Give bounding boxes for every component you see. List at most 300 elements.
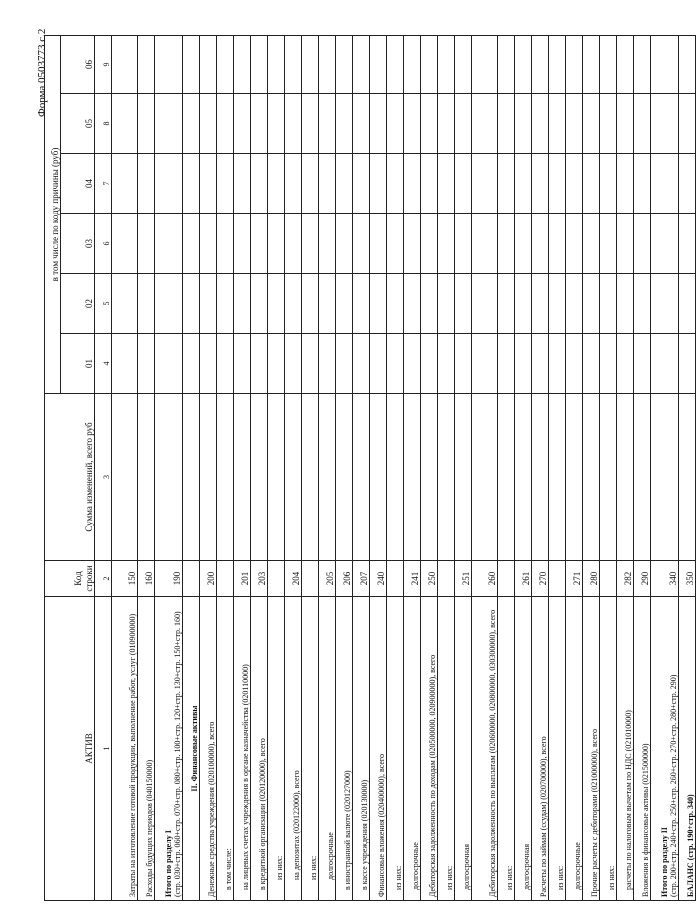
amount-total-cell: [353, 394, 370, 561]
amount-reason-cell: [234, 334, 251, 394]
amount-total-cell: [438, 394, 455, 561]
amount-reason-cell: [285, 35, 302, 93]
row-name-text: II. Финансовые активы: [189, 705, 199, 792]
amount-reason-cell: [234, 274, 251, 334]
amount-total-cell: [600, 394, 617, 561]
table-row: [112, 35, 138, 900]
amount-reason-cell: [112, 35, 138, 93]
amount-reason-cell: [234, 35, 251, 93]
amount-reason-cell: [353, 274, 370, 334]
table-row: [532, 35, 549, 900]
amount-reason-cell: [183, 334, 200, 394]
amount-reason-cell: [421, 274, 438, 334]
table-row: [336, 35, 353, 900]
amount-reason-cell: [200, 334, 217, 394]
amount-reason-cell: [155, 94, 183, 154]
amount-total-cell: [183, 394, 200, 561]
row-name: [234, 597, 251, 901]
amount-reason-cell: [336, 94, 353, 154]
table-row: [549, 35, 566, 900]
amount-reason-cell: [438, 35, 455, 93]
amount-reason-cell: [549, 94, 566, 154]
table-row: [138, 35, 155, 900]
amount-total-cell: [472, 394, 498, 561]
amount-reason-cell: [336, 274, 353, 334]
amount-total-cell: [515, 394, 532, 561]
row-name-text: на депозитах (020122000), всего: [291, 770, 301, 880]
row-name-text: Финансовые вложения (020400000), всего: [376, 754, 386, 897]
row-name-text: Дебиторская задолженность по доходам (020500000, 020900000), всего: [427, 654, 437, 897]
amount-reason-cell: [515, 94, 532, 154]
row-name: [617, 597, 634, 901]
row-code: [498, 561, 515, 597]
col-number: 2: [95, 561, 112, 597]
amount-reason-cell: [268, 94, 285, 154]
amount-reason-cell: [353, 35, 370, 93]
col-number: 8: [95, 94, 112, 154]
amount-reason-cell: [268, 35, 285, 93]
amount-reason-cell: [421, 35, 438, 93]
table-row: [617, 35, 634, 900]
amount-reason-cell: [438, 274, 455, 334]
amount-reason-cell: [251, 154, 268, 214]
amount-reason-cell: [370, 35, 387, 93]
row-code: 261: [515, 561, 532, 597]
amount-reason-cell: [370, 154, 387, 214]
amount-reason-cell: [532, 214, 549, 274]
amount-reason-cell: [679, 214, 696, 274]
row-name-text: Итого по разделу II: [659, 827, 669, 897]
amount-reason-cell: [319, 214, 336, 274]
amount-reason-cell: [387, 154, 404, 214]
row-name-text: расчеты по налоговым вычетам по НДС (021010000): [623, 710, 633, 890]
amount-total-cell: [370, 394, 387, 561]
table-row: [455, 35, 472, 900]
amount-reason-cell: [515, 274, 532, 334]
amount-reason-cell: [370, 274, 387, 334]
amount-reason-cell: [200, 35, 217, 93]
table-row: [251, 35, 268, 900]
amount-reason-cell: [200, 154, 217, 214]
row-code: 204: [285, 561, 302, 597]
amount-reason-cell: [679, 334, 696, 394]
amount-reason-cell: [251, 334, 268, 394]
amount-reason-cell: [498, 94, 515, 154]
amount-reason-cell: [353, 334, 370, 394]
row-name: [566, 597, 583, 901]
amount-reason-cell: [566, 274, 583, 334]
amount-reason-cell: [404, 154, 421, 214]
amount-reason-cell: [498, 214, 515, 274]
amount-reason-cell: [583, 35, 600, 93]
amount-reason-cell: [112, 214, 138, 274]
row-code: [268, 561, 285, 597]
row-name: [438, 597, 455, 901]
amount-reason-cell: [302, 274, 319, 334]
amount-reason-cell: [498, 334, 515, 394]
table-row: [651, 35, 679, 900]
amount-reason-cell: [183, 35, 200, 93]
amount-reason-cell: [583, 274, 600, 334]
amount-reason-cell: [438, 94, 455, 154]
amount-reason-cell: [472, 154, 498, 214]
amount-reason-cell: [302, 214, 319, 274]
table-row: [387, 35, 404, 900]
amount-total-cell: [200, 394, 217, 561]
row-name: [515, 597, 532, 901]
amount-reason-cell: [234, 214, 251, 274]
row-name: [387, 597, 404, 901]
row-name: [600, 597, 617, 901]
amount-reason-cell: [217, 334, 234, 394]
amount-total-cell: [532, 394, 549, 561]
amount-reason-cell: [251, 274, 268, 334]
row-name: [217, 597, 234, 901]
amount-reason-cell: [455, 214, 472, 274]
row-name-text: из них:: [393, 865, 403, 890]
amount-reason-cell: [285, 94, 302, 154]
amount-reason-cell: [600, 94, 617, 154]
amount-reason-cell: [183, 214, 200, 274]
amount-reason-cell: [268, 334, 285, 394]
amount-reason-cell: [155, 35, 183, 93]
table-row: [515, 35, 532, 900]
amount-reason-cell: [532, 94, 549, 154]
row-name: [532, 597, 549, 901]
amount-reason-cell: [515, 35, 532, 93]
table-row: [200, 35, 217, 900]
row-name: [155, 597, 183, 901]
row-name-text: долгосрочные: [572, 842, 582, 890]
amount-total-cell: [319, 394, 336, 561]
amount-reason-cell: [370, 94, 387, 154]
amount-reason-cell: [549, 274, 566, 334]
amount-reason-cell: [370, 334, 387, 394]
amount-reason-cell: [617, 94, 634, 154]
amount-total-cell: [138, 394, 155, 561]
amount-reason-cell: [387, 214, 404, 274]
amount-reason-cell: [421, 334, 438, 394]
table-row: [285, 35, 302, 900]
amount-reason-cell: [319, 94, 336, 154]
amount-reason-cell: [183, 94, 200, 154]
amount-reason-cell: [472, 35, 498, 93]
amount-reason-cell: [438, 334, 455, 394]
row-name: [472, 597, 498, 901]
amount-reason-cell: [634, 214, 651, 274]
amount-total-cell: [549, 394, 566, 561]
amount-reason-cell: [268, 154, 285, 214]
amount-reason-cell: [532, 154, 549, 214]
amount-reason-cell: [404, 35, 421, 93]
amount-reason-cell: [138, 154, 155, 214]
row-name-text: Затраты на изготовление готовой продукции, выполнение работ, услуг (010900000): [127, 613, 137, 897]
row-name: [583, 597, 600, 901]
amount-reason-cell: [617, 334, 634, 394]
amount-reason-cell: [138, 35, 155, 93]
col-number: 1: [95, 597, 112, 901]
amount-reason-cell: [387, 274, 404, 334]
row-name-text: из них:: [504, 865, 514, 890]
amount-reason-cell: [498, 274, 515, 334]
row-code: 250: [421, 561, 438, 597]
amount-reason-cell: [200, 214, 217, 274]
amount-reason-cell: [155, 154, 183, 214]
amount-reason-cell: [183, 154, 200, 214]
amount-reason-cell: [285, 154, 302, 214]
amount-reason-cell: [251, 214, 268, 274]
amount-reason-cell: [549, 154, 566, 214]
table-row: [472, 35, 498, 900]
table-row: [370, 35, 387, 900]
row-name-text: на лицевых счетах учреждения в органе казначейства (020110000): [240, 664, 250, 890]
row-name: [112, 597, 138, 901]
amount-reason-cell: [387, 94, 404, 154]
amount-reason-cell: [532, 274, 549, 334]
amount-reason-cell: [532, 35, 549, 93]
amount-reason-cell: [285, 334, 302, 394]
row-name-text: в кредитной организации (020120000), всего: [257, 738, 267, 890]
amount-reason-cell: [370, 214, 387, 274]
header-aktiv: АКТИВ: [45, 597, 95, 901]
amount-reason-cell: [319, 154, 336, 214]
amount-reason-cell: [217, 94, 234, 154]
amount-reason-cell: [472, 274, 498, 334]
row-name: [251, 597, 268, 901]
header-group: в том числе по коду причины (руб): [45, 35, 61, 393]
amount-total-cell: [285, 394, 302, 561]
amount-reason-cell: [183, 274, 200, 334]
amount-reason-cell: [387, 334, 404, 394]
amount-reason-cell: [515, 214, 532, 274]
header-summa: Сумма изменений, всего руб: [45, 394, 95, 561]
amount-reason-cell: [302, 334, 319, 394]
amount-reason-cell: [217, 214, 234, 274]
amount-reason-cell: [302, 94, 319, 154]
amount-reason-cell: [319, 334, 336, 394]
amount-total-cell: [566, 394, 583, 561]
table-row: [234, 35, 251, 900]
row-code: 150: [112, 561, 138, 597]
amount-total-cell: [617, 394, 634, 561]
table-row: [155, 35, 183, 900]
amount-reason-cell: [251, 94, 268, 154]
row-name: [302, 597, 319, 901]
amount-total-cell: [251, 394, 268, 561]
amount-total-cell: [336, 394, 353, 561]
amount-reason-cell: [155, 214, 183, 274]
amount-reason-cell: [302, 154, 319, 214]
amount-reason-cell: [679, 274, 696, 334]
row-name: [336, 597, 353, 901]
amount-reason-cell: [285, 214, 302, 274]
row-name: [455, 597, 472, 901]
row-code: 241: [404, 561, 421, 597]
row-name-text: долгосрочные: [325, 832, 335, 880]
row-code: 251: [455, 561, 472, 597]
amount-reason-cell: [617, 35, 634, 93]
amount-reason-cell: [268, 274, 285, 334]
header-col-06: 06: [61, 35, 95, 93]
amount-total-cell: [583, 394, 600, 561]
amount-reason-cell: [566, 214, 583, 274]
amount-reason-cell: [336, 154, 353, 214]
amount-reason-cell: [651, 154, 679, 214]
amount-reason-cell: [251, 35, 268, 93]
amount-reason-cell: [617, 154, 634, 214]
table-row: [438, 35, 455, 900]
row-code: 240: [370, 561, 387, 597]
amount-total-cell: [302, 394, 319, 561]
amount-reason-cell: [634, 154, 651, 214]
row-code: [302, 561, 319, 597]
amount-reason-cell: [472, 334, 498, 394]
table-row: [353, 35, 370, 900]
row-code: 270: [532, 561, 549, 597]
amount-reason-cell: [455, 274, 472, 334]
amount-reason-cell: [566, 154, 583, 214]
amount-total-cell: [421, 394, 438, 561]
amount-reason-cell: [566, 35, 583, 93]
row-name-text: из них:: [555, 865, 565, 890]
amount-total-cell: [404, 394, 421, 561]
amount-reason-cell: [112, 94, 138, 154]
amount-reason-cell: [455, 35, 472, 93]
amount-total-cell: [651, 394, 679, 561]
amount-reason-cell: [566, 334, 583, 394]
amount-reason-cell: [455, 154, 472, 214]
amount-reason-cell: [651, 334, 679, 394]
amount-reason-cell: [566, 94, 583, 154]
amount-reason-cell: [634, 94, 651, 154]
amount-reason-cell: [549, 214, 566, 274]
row-name: [353, 597, 370, 901]
row-name-text: долгосрочные: [410, 842, 420, 890]
amount-reason-cell: [200, 94, 217, 154]
amount-reason-cell: [353, 94, 370, 154]
amount-reason-cell: [583, 214, 600, 274]
amount-reason-cell: [112, 154, 138, 214]
amount-reason-cell: [217, 35, 234, 93]
amount-total-cell: [455, 394, 472, 561]
table-row: [404, 35, 421, 900]
amount-reason-cell: [112, 334, 138, 394]
amount-reason-cell: [583, 94, 600, 154]
amount-total-cell: [387, 394, 404, 561]
row-name: [268, 597, 285, 901]
amount-reason-cell: [600, 214, 617, 274]
col-number: 9: [95, 35, 112, 93]
amount-reason-cell: [234, 154, 251, 214]
row-name: [370, 597, 387, 901]
amount-reason-cell: [336, 35, 353, 93]
row-name-text: Дебиторская задолженность по выплатам (020600000, 020800000, 030300000), всего: [487, 609, 497, 897]
amount-reason-cell: [217, 274, 234, 334]
row-name: [634, 597, 651, 901]
row-code: [549, 561, 566, 597]
row-name: [138, 597, 155, 901]
row-name: [285, 597, 302, 901]
amount-reason-cell: [472, 94, 498, 154]
row-code: 340: [651, 561, 679, 597]
amount-reason-cell: [549, 35, 566, 93]
amount-reason-cell: [155, 274, 183, 334]
amount-reason-cell: [217, 154, 234, 214]
amount-reason-cell: [617, 274, 634, 334]
header-col-01: 01: [61, 334, 95, 394]
amount-reason-cell: [455, 94, 472, 154]
amount-total-cell: [268, 394, 285, 561]
amount-reason-cell: [319, 35, 336, 93]
table-row: [498, 35, 515, 900]
row-name-text: Расходы будущих периодов (040150000): [144, 759, 154, 897]
row-name-text: Прочие расчеты с дебиторами (021000000), всего: [589, 729, 599, 897]
amount-reason-cell: [353, 214, 370, 274]
table-row: [566, 35, 583, 900]
amount-reason-cell: [532, 334, 549, 394]
amount-total-cell: [679, 394, 696, 561]
row-code: 205: [319, 561, 336, 597]
amount-reason-cell: [155, 334, 183, 394]
row-name-formula: (стр. 030+стр. 060+стр. 070+стр. 080+стр. 100+стр. 120+стр. 130+стр. 150+стр. 160): [172, 611, 182, 897]
amount-reason-cell: [404, 214, 421, 274]
amount-reason-cell: [679, 35, 696, 93]
row-code: 350: [679, 561, 696, 597]
amount-reason-cell: [634, 35, 651, 93]
table-row: [679, 35, 696, 900]
amount-reason-cell: [455, 334, 472, 394]
amount-reason-cell: [600, 334, 617, 394]
amount-reason-cell: [679, 94, 696, 154]
row-name-text: из них:: [274, 855, 284, 880]
table-row: [268, 35, 285, 900]
amount-reason-cell: [138, 274, 155, 334]
row-code: 200: [200, 561, 217, 597]
balance-table: [44, 35, 696, 901]
row-code: 160: [138, 561, 155, 597]
amount-total-cell: [217, 394, 234, 561]
row-name-text: в кассе учреждения (020130000): [359, 779, 369, 890]
amount-reason-cell: [679, 154, 696, 214]
amount-reason-cell: [353, 154, 370, 214]
row-code: 271: [566, 561, 583, 597]
amount-reason-cell: [336, 334, 353, 394]
col-number: 3: [95, 394, 112, 561]
amount-reason-cell: [404, 274, 421, 334]
amount-reason-cell: [600, 35, 617, 93]
column-numbers-row: [95, 35, 112, 900]
row-name: [319, 597, 336, 901]
table-row: [302, 35, 319, 900]
row-code: [600, 561, 617, 597]
row-code: 290: [634, 561, 651, 597]
amount-reason-cell: [549, 334, 566, 394]
header-col-03: 03: [61, 214, 95, 274]
amount-reason-cell: [498, 154, 515, 214]
amount-reason-cell: [515, 154, 532, 214]
amount-reason-cell: [472, 214, 498, 274]
row-code: [217, 561, 234, 597]
form-label: Форма 0503773 с.2: [36, 28, 48, 117]
amount-reason-cell: [651, 274, 679, 334]
amount-reason-cell: [319, 274, 336, 334]
row-name-text: в том числе:: [223, 848, 233, 890]
amount-reason-cell: [651, 94, 679, 154]
row-name-text: из них:: [606, 865, 616, 890]
row-code: 201: [234, 561, 251, 597]
amount-reason-cell: [336, 214, 353, 274]
row-name-text: долгосрочная: [521, 843, 531, 890]
